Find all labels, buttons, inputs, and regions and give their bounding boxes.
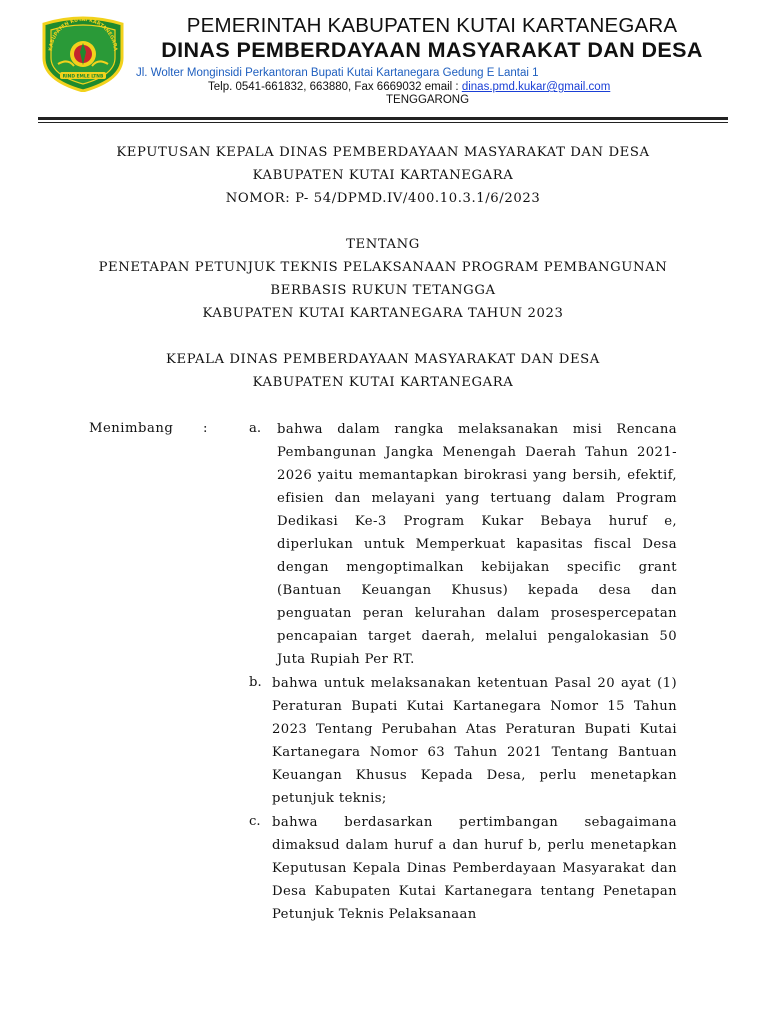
item-a-text: bahwa dalam rangka melaksanakan misi Rencana Pembangunan Jangka Menengah Daerah Tahun 2021-2026 yaitu memantapkan birokrasi yang bersih, efektif, efisien dan melayani yang tertuang dalam Program Dedikasi Ke-3 Program Kukar Bebaya huruf e, diperlukan untuk Memperkuat kapasitas fiscal Desa dengan mengoptimalkan kebijakan specific grant (Bantuan Keuangan Khusus) kepada desa dan penguatan peran kelurahan dalam prosespercepatan pencapaian target daerah, melalui pengalokasian 50 Juta Rupiah Per RT. xyxy=(277,422,677,667)
item-c-letter: c. xyxy=(249,814,261,829)
decree-number: NOMOR: P- 54/DPMD.IV/400.10.3.1/6/2023 xyxy=(225,191,541,206)
issuer-line1: KEPALA DINAS PEMBERDAYAAN MASYARAKAT DAN DESA xyxy=(166,352,600,367)
city-name: TENGGARONG xyxy=(386,94,470,106)
item-b-text: bahwa untuk melaksanakan ketentuan Pasal 20 ayat (1) Peraturan Bupati Kutai Kartanegara Nomor 15 Tahun 2023 Tentang Perubahan Atas Peraturan Bupati Kutai Kartanegara Nomor 63 Tahun 2021 Tentang Bantuan Keuangan Khusus Kepada Desa, perlu menetapkan petunjuk teknis; xyxy=(272,676,677,806)
logo-top-text: KABUPATEN KUTAI KARTANEGARA xyxy=(47,16,119,52)
letterhead-divider-thin xyxy=(38,122,728,123)
logo-motto: RIND EMLE LTNB xyxy=(62,74,104,80)
about-label: TENTANG xyxy=(346,237,420,252)
regency-coat-of-arms-logo xyxy=(38,14,128,92)
decree-title-line1: KEPUTUSAN KEPALA DINAS PEMBERDAYAAN MASYARAKAT DAN DESA xyxy=(116,145,650,160)
issuer-line2: KABUPATEN KUTAI KARTANEGARA xyxy=(252,375,514,390)
considering-colon: : xyxy=(203,421,208,436)
subject-line2: BERBASIS RUKUN TETANGGA xyxy=(270,283,496,298)
considering-label: Menimbang xyxy=(89,421,174,436)
letterhead-divider-thick xyxy=(38,117,728,120)
government-name: PEMERINTAH KABUPATEN KUTAI KARTANEGARA xyxy=(186,14,678,37)
contact-line xyxy=(136,81,736,93)
agency-name: DINAS PEMBERDAYAAN MASYARAKAT DAN DESA xyxy=(161,38,703,62)
item-c-text: bahwa berdasarkan pertimbangan sebagaimana dimaksud dalam huruf a dan huruf b, perlu menetapkan Keputusan Kepala Dinas Pemberdayaan Masyarakat dan Desa Kabupaten Kutai Kartanegara tentang Penetapan Petunjuk Teknis Pelaksanaan xyxy=(272,815,677,922)
subject-line1: PENETAPAN PETUNJUK TEKNIS PELAKSANAAN PROGRAM PEMBANGUNAN xyxy=(98,260,668,275)
item-b-letter: b. xyxy=(249,675,262,690)
email-link[interactable]: dinas.pmd.kukar@gmail.com xyxy=(461,81,611,93)
office-address: Jl. Wolter Monginsidi Perkantoran Bupati Kutai Kartanegara Gedung E Lantai 1 xyxy=(136,67,539,79)
subject-line3: KABUPATEN KUTAI KARTANEGARA TAHUN 2023 xyxy=(202,306,564,321)
decree-title-line2: KABUPATEN KUTAI KARTANEGARA xyxy=(252,168,514,183)
phone-fax: Telp. 0541-661832, 663880, Fax 6669032 email : xyxy=(208,81,462,93)
item-a-letter: a. xyxy=(249,421,262,436)
